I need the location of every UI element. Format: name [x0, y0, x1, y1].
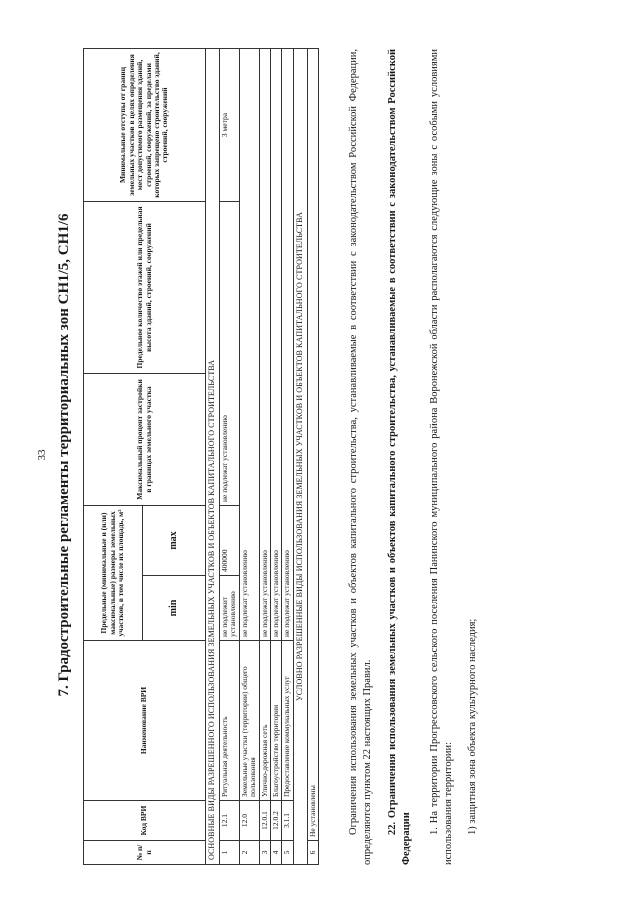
- row1-code: 12.1: [219, 801, 239, 841]
- row6-num: 6: [307, 841, 318, 865]
- row2-name: Земельные участки (территории) общего пользования: [239, 641, 259, 801]
- heading-section-22: 22. Ограничения использования земельных участков и объектов капитального строительства, устанавливаемые в соответствии с законодательством Российской Федерации: [387, 49, 412, 865]
- row2-code: 12.0: [239, 801, 259, 841]
- row4-num: 4: [270, 841, 281, 865]
- row3-code: 12.0.1: [259, 801, 270, 841]
- paragraph-zones: 1. На территории Прогрессовского сельского поселения Панинского муниципального района Воронежской области располагаются следующие зоны с особыми условиями использования территории:: [429, 49, 454, 865]
- row3-name: Улично-дорожная сеть: [259, 641, 270, 801]
- row4-code: 12.0.2: [270, 801, 281, 841]
- section-main-label: ОСНОВНЫЕ ВИДЫ РАЗРЕШЕННОГО ИСПОЛЬЗОВАНИЯ ЗЕМЕЛЬНЫХ УЧАСТКОВ И ОБЪЕКТОВ КАПИТАЛЬНОГО СТРОИТЕЛЬСТВА: [206, 48, 220, 864]
- row4-value: не подлежат установлению: [270, 48, 281, 640]
- header-setback: Минимальные отступы от границ земельных участков в целях определения мест допустимого размещения зданий, строений, сооружений, за пределами которых запрещено строительство зданий, строений, сооружений: [84, 48, 206, 201]
- row6-text: Не установлены: [307, 48, 318, 840]
- row1-min: не подлежит установлению: [219, 576, 239, 641]
- row1-name: Ритуальная деятельность: [219, 641, 239, 801]
- header-max: max: [143, 505, 206, 575]
- header-name: Наименование ВРИ: [84, 641, 206, 801]
- table-row: [282, 48, 293, 864]
- paragraph-restrictions: Ограничения использования земельных участков и объектов капитального строительства, устанавливаемые в соответствии с законодательством Российской Федерации, определяются пунктом 22 настоящих Правил.: [348, 49, 373, 865]
- row3-num: 3: [259, 841, 270, 865]
- regulations-table: [83, 48, 319, 865]
- row1-max: 400000: [219, 505, 239, 575]
- section-title: 7. Градостроительные регламенты территориальных зон СН1/5, СН1/6: [56, 213, 72, 697]
- table-row: [307, 48, 318, 864]
- section-conditional-label: УСЛОВНО РАЗРЕШЕННЫЕ ВИДЫ ИСПОЛЬЗОВАНИЯ ЗЕМЕЛЬНЫХ УЧАСТКОВ И ОБЪЕКТОВ КАПИТАЛЬНОГО СТРОИТЕЛЬСТВА: [293, 48, 307, 864]
- row1-setback: 3 метра: [219, 48, 239, 201]
- list-item-heritage-zone: 1) защитная зона объекта культурного наследия;: [467, 618, 478, 835]
- section-row-main: [206, 48, 220, 864]
- header-num: № п/п: [84, 841, 206, 865]
- row1-combined: не подлежат установлению: [219, 201, 239, 505]
- page-number: 33: [36, 449, 48, 461]
- section-row-conditional: [293, 48, 307, 864]
- table-row: [239, 48, 259, 864]
- row2-value: не подлежат установлению: [239, 48, 259, 640]
- row1-num: 1: [219, 841, 239, 865]
- row4-name: Благоустройство территории: [270, 641, 281, 801]
- table-row: [219, 48, 239, 864]
- header-area: Предельные (минимальные и (или) максимальные) размеры земельных участков, в том числе их площадь, м²: [84, 505, 143, 640]
- table-row: [270, 48, 281, 864]
- table-row: [259, 48, 270, 864]
- row5-num: 5: [282, 841, 293, 865]
- header-code: Код ВРИ: [84, 801, 206, 841]
- header-min: min: [143, 576, 206, 641]
- row3-value: не подлежат установлению: [259, 48, 270, 640]
- row5-code: 3.1.1: [282, 801, 293, 841]
- row5-value: не подлежат установлению: [282, 48, 293, 640]
- row5-name: Предоставление коммунальных услуг: [282, 641, 293, 801]
- row2-num: 2: [239, 841, 259, 865]
- header-floors: Предельное количество этажей или предельная высота зданий, строений, сооружений: [84, 201, 206, 373]
- table-header-row: [84, 48, 143, 864]
- header-coverage: Максимальный процент застройки в границах земельного участка: [84, 373, 206, 505]
